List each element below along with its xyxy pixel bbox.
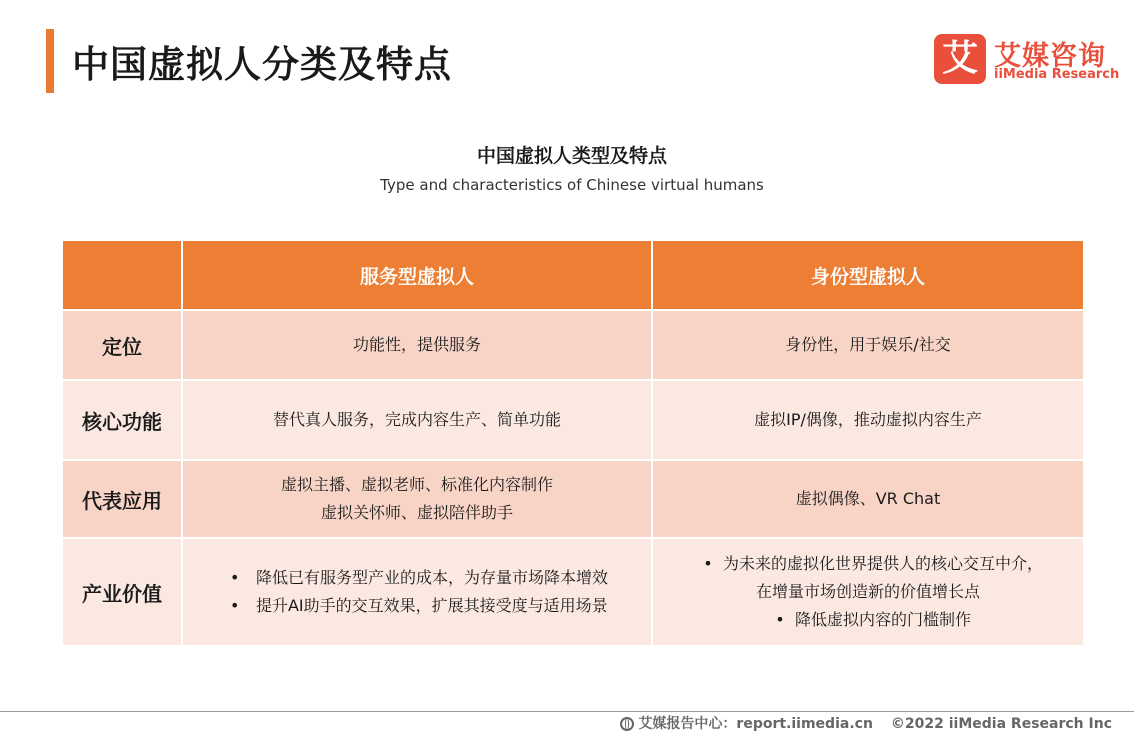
- globe-icon: [620, 717, 634, 731]
- list-item: • 降低虚拟内容的门槛制作: [775, 610, 971, 629]
- table-row-industry-value: [62, 538, 1084, 646]
- identity-positioning: 身份性，用于娱乐/社交: [652, 310, 1084, 380]
- header-corner: [62, 240, 182, 310]
- virtual-human-table: [61, 239, 1085, 647]
- table-row-positioning: [62, 310, 1084, 380]
- identity-core-function: 虚拟IP/偶像，推动虚拟内容生产: [652, 380, 1084, 460]
- footer-divider: [0, 711, 1134, 712]
- list-item: • 提升AI助手的交互效果，扩展其接受度与适用场景: [226, 592, 608, 620]
- page-title: 中国虚拟人分类及特点: [72, 43, 452, 86]
- header-identity-type: 身份型虚拟人: [652, 240, 1084, 310]
- list-item-continuation: 在增量市场创造新的价值增长点: [755, 582, 980, 601]
- row-label: 定位: [62, 310, 182, 380]
- identity-applications: 虚拟偶像、VR Chat: [652, 460, 1084, 538]
- service-application-line: 虚拟主播、虚拟老师、标准化内容制作: [280, 475, 553, 494]
- table-title-cn: 中国虚拟人类型及特点: [476, 145, 667, 167]
- table-row-applications: [62, 460, 1084, 538]
- row-label: 代表应用: [62, 460, 182, 538]
- logo-mark: 艾: [934, 34, 986, 84]
- service-applications: [182, 460, 652, 538]
- footer: [620, 713, 1112, 733]
- row-label: 产业价值: [62, 538, 182, 646]
- table-title-en: Type and characteristics of Chinese virtual humans: [380, 176, 764, 194]
- row-label: 核心功能: [62, 380, 182, 460]
- service-core-function: 替代真人服务，完成内容生产、简单功能: [182, 380, 652, 460]
- list-item: • 为未来的虚拟化世界提供人的核心交互中介，: [703, 554, 1043, 573]
- service-industry-value: [182, 538, 652, 646]
- service-value-list: [226, 564, 608, 620]
- footer-copyright: ©2022 iiMedia Research Inc: [890, 716, 1112, 732]
- logo-chinese-name: 艾媒咨询: [994, 41, 1106, 72]
- header-service-type: 服务型虚拟人: [182, 240, 652, 310]
- list-item: • 降低已有服务型产业的成本，为存量市场降本增效: [226, 564, 608, 592]
- logo-english-name: iiMedia Research: [994, 67, 1120, 82]
- table-header-row: [62, 240, 1084, 310]
- table-row-core-function: [62, 380, 1084, 460]
- iimedia-logo: [934, 34, 1120, 86]
- title-accent-bar: [46, 29, 54, 93]
- identity-value-list: [653, 550, 1083, 634]
- service-positioning: 功能性，提供服务: [182, 310, 652, 380]
- service-application-line: 虚拟关怀师、虚拟陪伴助手: [320, 503, 513, 522]
- footer-source: 艾媒报告中心：report.iimedia.cn: [638, 716, 873, 732]
- identity-industry-value: [652, 538, 1084, 646]
